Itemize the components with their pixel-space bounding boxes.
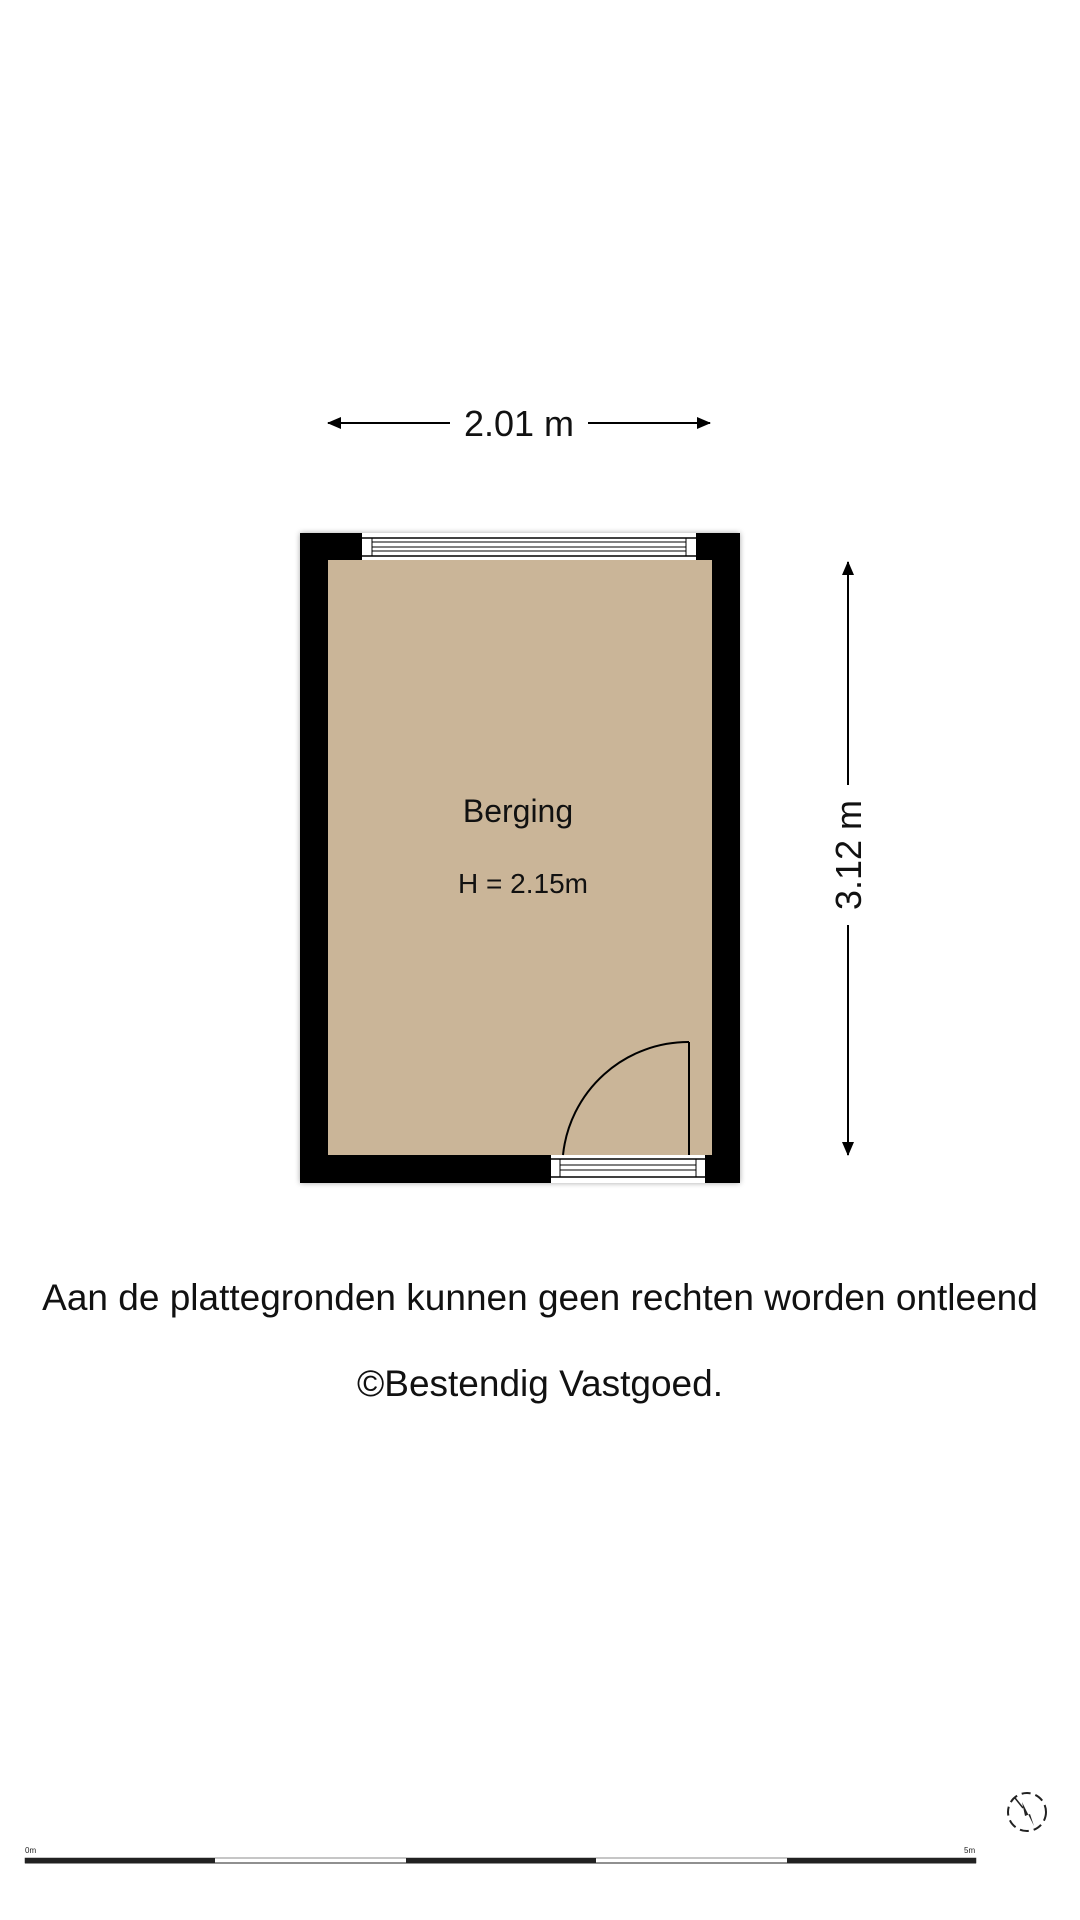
room-berging — [300, 533, 740, 1183]
disclaimer-text: Aan de plattegronden kunnen geen rechten worden ontleend — [42, 1277, 1038, 1318]
scale-bar — [25, 1846, 976, 1863]
room-floor — [328, 560, 712, 1155]
scale-start-label: 0m — [25, 1846, 37, 1855]
length-label: 3.12 m — [828, 799, 869, 911]
length-dimension — [828, 562, 869, 1155]
top-window — [362, 533, 696, 560]
room-name: Berging — [462, 793, 574, 829]
compass-icon — [1008, 1793, 1046, 1831]
width-dimension — [328, 403, 710, 444]
copyright-text: ©Bestendig Vastgoed. — [357, 1363, 723, 1404]
room-height: H = 2.15m — [458, 868, 588, 899]
scale-end-label: 5m — [964, 1846, 976, 1855]
width-label: 2.01 m — [463, 403, 575, 444]
